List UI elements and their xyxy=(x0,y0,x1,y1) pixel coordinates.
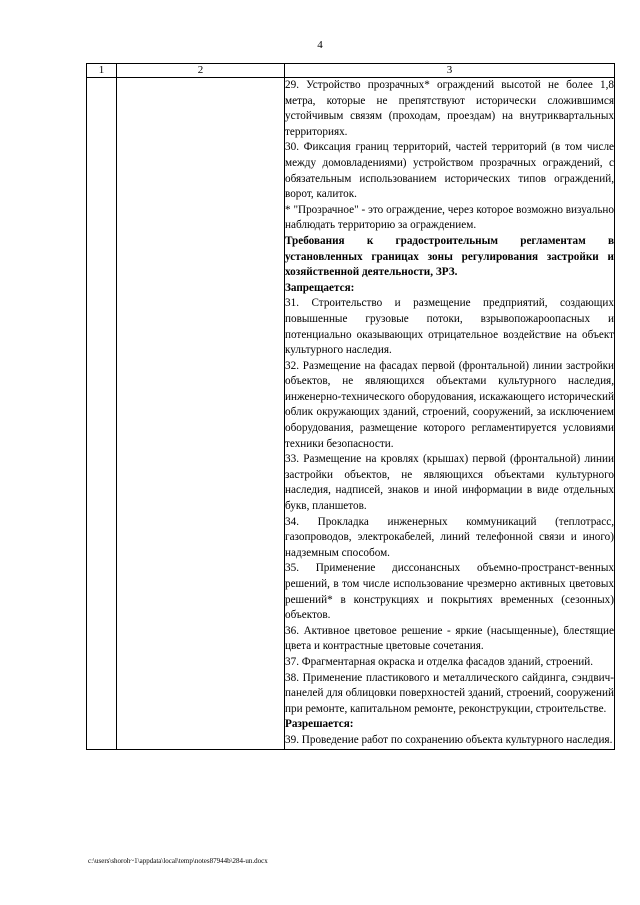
regulation-paragraph: 33. Размещение на кровлях (крышах) первой (фронтальной) линии застройки объектов, не являющихся объектами культурного наследия, надписей, знаков и иной информации в виде отдельных букв, планшетов. xyxy=(285,453,614,513)
regulation-paragraph: 30. Фиксация границ территорий, частей территорий (в том числе между домовладениями) устройством прозрачных ограждений, с обязательным использованием исторических типов ограждений, ворот, калиток. xyxy=(285,141,614,201)
footer-file-path: c:\users\shoroh~1\appdata\local\temp\notes87944b\284-un.docx xyxy=(88,857,268,865)
regulation-paragraph: 37. Фрагментарная окраска и отделка фасадов зданий, строений. xyxy=(285,655,594,668)
section-heading: Разрешается: xyxy=(285,718,354,731)
page-number: 4 xyxy=(317,39,323,51)
regulation-paragraph: 29. Устройство прозрачных* ограждений высотой не более 1,8 метра, которые не препятствуют исторически сложившимся устойчивым связям (проходам, проездам) на внутриквартальных территориях. xyxy=(285,79,614,138)
regulation-paragraph: 32. Размещение на фасадах первой (фронтальной) линии застройки объектов, не являющихся объектами культурного наследия, инженерно-технического оборудования, искажающего исторический облик окружающих зданий, строений, сооружений, за исключением оборудования, размещение которого регламентируется условиями техники безопасности. xyxy=(285,359,614,450)
regulation-paragraph: 34. Прокладка инженерных коммуникаций (теплотрасс, газопроводов, электрокабелей, линий телефонной связи и иного) надземным способом. xyxy=(285,515,614,559)
column-2-cell xyxy=(117,78,285,750)
table-header-row xyxy=(87,64,615,78)
column-header-1: 1 xyxy=(87,64,117,78)
column-header-3: 3 xyxy=(285,64,615,78)
column-3-content-cell xyxy=(285,78,615,750)
regulation-paragraph: 36. Активное цветовое решение - яркие (насыщенные), блестящие цвета и контрастные цветовые сочетания. xyxy=(285,624,614,653)
regulation-paragraph: 35. Применение диссонансных объемно-пространст-венных решений, в том числе использование чрезмерно активных цветовых решений* в конструкциях и покрытиях временных (сезонных) объектов. xyxy=(285,562,614,622)
regulation-paragraph: 38. Применение пластикового и металлического сайдинга, сэндвич-панелей для облицовки поверхностей зданий, строений, сооружений при ремонте, капитальном ремонте, реконструкции, строительстве. xyxy=(285,671,614,715)
column-1-cell xyxy=(87,78,117,750)
document-table xyxy=(86,63,615,750)
regulation-paragraph: 31. Строительство и размещение предприятий, создающих повышенные грузовые потоки, взрывопожароопасных и потенциально оказывающих отрицательное воздействие на объект культурного наследия. xyxy=(285,297,614,357)
regulation-paragraph: 39. Проведение работ по сохранению объекта культурного наследия. xyxy=(285,733,613,746)
section-heading: Запрещается: xyxy=(285,281,355,294)
table-body-row xyxy=(87,78,615,750)
section-heading: Требования к градостроительным регламентам в установленных границах зоны регулирования застройки и хозяйственной деятельности, ЗРЗ. xyxy=(285,234,614,279)
column-header-2: 2 xyxy=(117,64,285,78)
regulation-paragraph: * "Прозрачное" - это ограждение, через которое возможно визуально наблюдать территорию за ограждением. xyxy=(285,203,614,232)
